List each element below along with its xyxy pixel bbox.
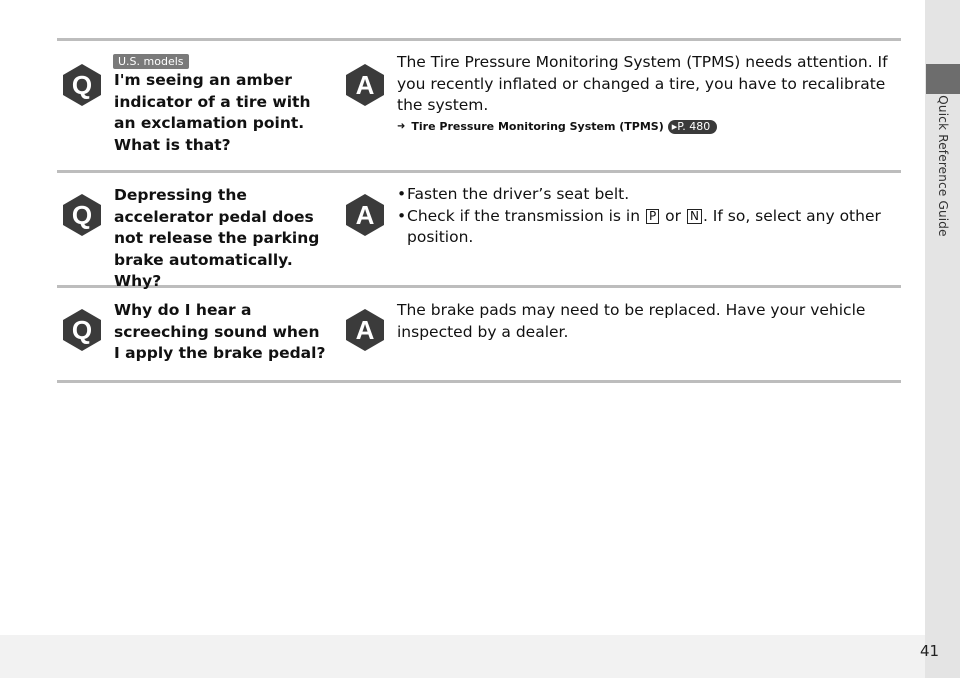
reference-arrow-icon: ➜: [397, 120, 406, 132]
sidebar-label: Quick Reference Guide: [936, 95, 950, 237]
question-text: Depressing the accelerator pedal does not release the parking brake automatically. Why?: [114, 186, 320, 290]
bottom-strip: [0, 635, 925, 678]
page-reference-link[interactable]: ▸P. 480: [668, 120, 717, 134]
divider: [57, 38, 901, 41]
question-text: I'm seeing an amber indicator of a tire with an exclamation point. What is that?: [114, 71, 311, 154]
cross-reference[interactable]: [397, 120, 897, 134]
svg-text:A: A: [355, 315, 375, 345]
svg-text:Q: Q: [71, 315, 93, 345]
answer-text: The Tire Pressure Monitoring System (TPMS) needs attention. If you recently inflated or changed a tire, you have to recalibrate the system.: [397, 53, 888, 114]
divider: [57, 380, 901, 383]
divider: [57, 170, 901, 173]
bullet-item: • Fasten the driver’s seat belt.: [397, 184, 897, 206]
bullet-icon: •: [397, 185, 407, 203]
bullet-item: • Check if the transmission is in P or N . If so, select any other position.: [397, 206, 897, 249]
question-badge-icon: [60, 63, 104, 107]
gear-key-p: P: [646, 209, 659, 224]
answer-bullets: [397, 184, 897, 249]
models-tag: U.S. models: [113, 54, 189, 69]
page-number: 41: [920, 642, 940, 660]
answer-text: The brake pads may need to be replaced. Have your vehicle inspected by a dealer.: [397, 301, 866, 341]
svg-text:A: A: [355, 70, 375, 100]
answer-badge-icon: [343, 193, 387, 237]
svg-text:Q: Q: [71, 200, 93, 230]
reference-label: Tire Pressure Monitoring System (TPMS): [411, 119, 664, 133]
answer-badge-icon: [343, 63, 387, 107]
question-text: Why do I hear a screeching sound when I apply the brake pedal?: [114, 301, 326, 362]
answer-text-block: [397, 52, 897, 134]
section-tab: [926, 64, 960, 94]
svg-text:Q: Q: [71, 70, 93, 100]
answer-badge-icon: [343, 308, 387, 352]
gear-key-n: N: [687, 209, 702, 224]
svg-text:A: A: [355, 200, 375, 230]
bullet-icon: •: [397, 206, 407, 225]
question-badge-icon: [60, 308, 104, 352]
question-badge-icon: [60, 193, 104, 237]
